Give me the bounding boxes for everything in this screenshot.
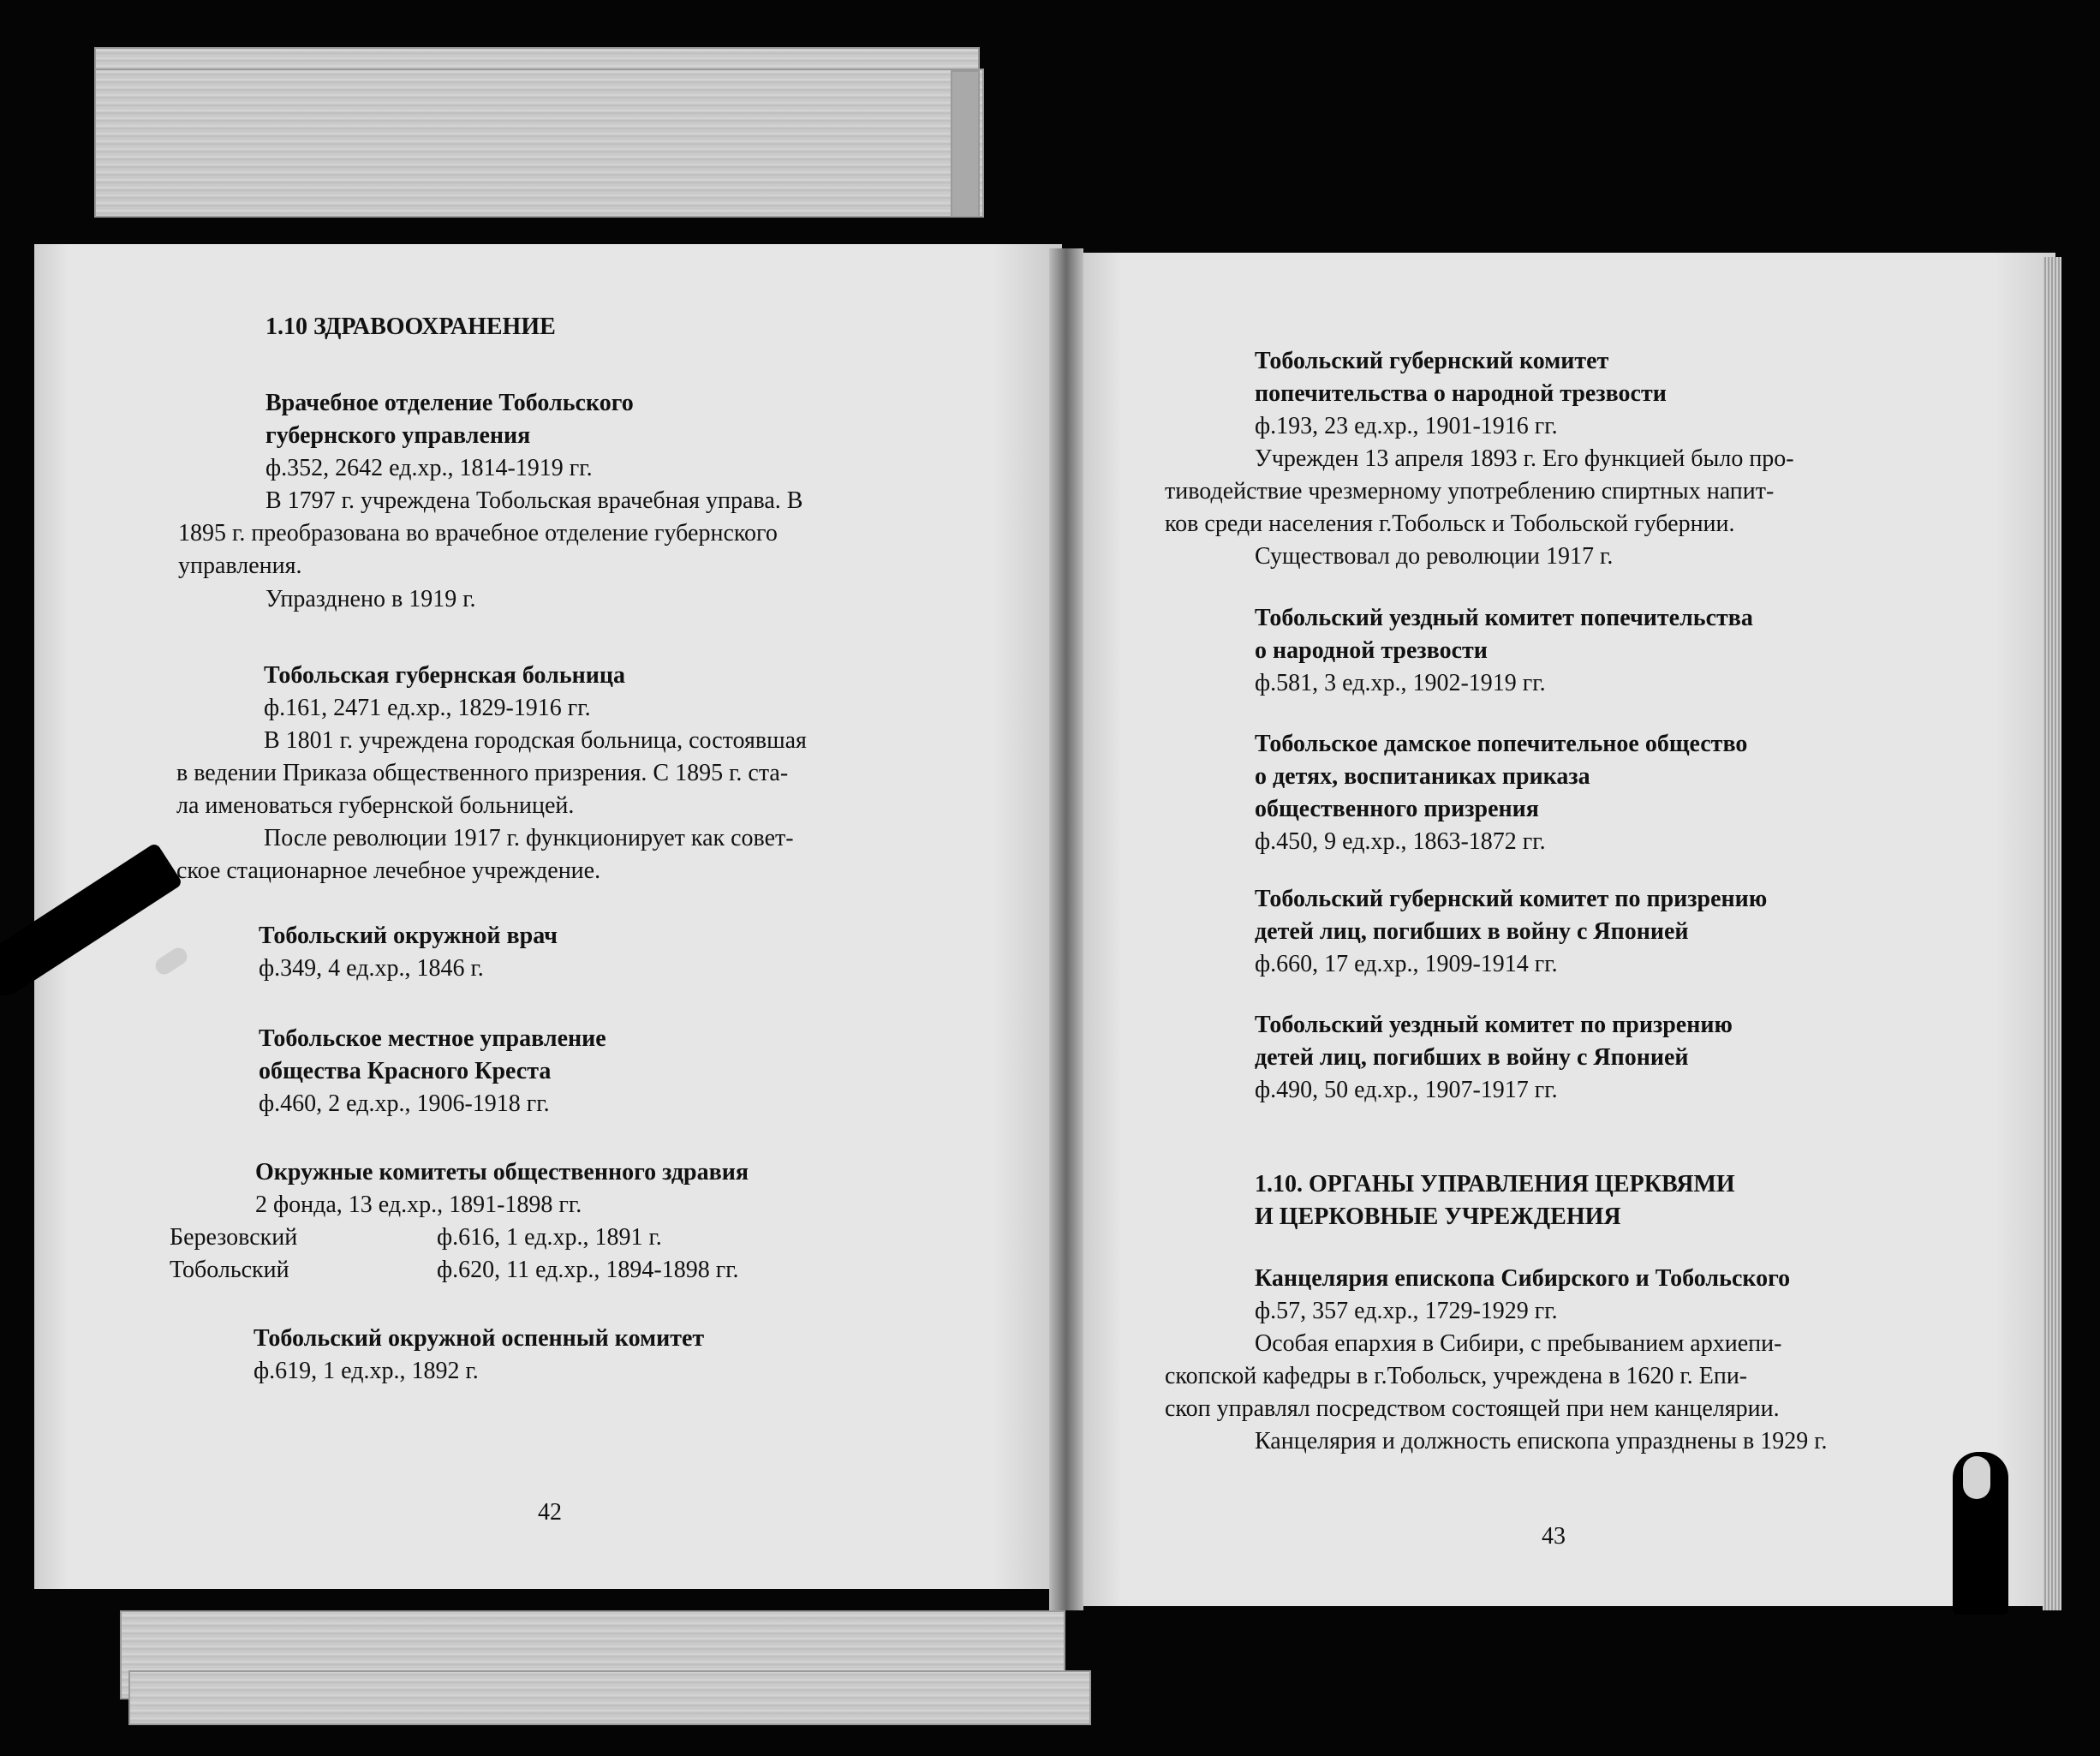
entry-title: о детях, воспитаниках приказа — [1255, 763, 1590, 790]
paragraph-line: Упразднено в 1919 г. — [265, 586, 476, 612]
entry-title: общества Красного Креста — [259, 1058, 552, 1084]
paragraph-line: скопской кафедры в г.Тобольск, учреждена в 1620 г. Епи- — [1165, 1363, 1748, 1389]
fund-reference: ф.57, 357 ед.хр., 1729-1929 гг. — [1255, 1298, 1558, 1324]
fund-reference: ф.490, 50 ед.хр., 1907-1917 гг. — [1255, 1077, 1558, 1103]
paragraph-line: Учрежден 13 апреля 1893 г. Его функцией было про- — [1255, 445, 1794, 472]
page-number: 43 — [1542, 1523, 1566, 1550]
fund-reference: ф.450, 9 ед.хр., 1863-1872 гг. — [1255, 828, 1546, 855]
fund-row-name: Тобольский — [170, 1257, 289, 1283]
entry-title: губернского управления — [265, 422, 531, 449]
paragraph-line: В 1801 г. учреждена городская больница, состоявшая — [264, 727, 807, 754]
paragraph-line: В 1797 г. учреждена Тобольская врачебная управа. В — [265, 487, 803, 514]
paragraph-line: 1895 г. преобразована во врачебное отделение губернского — [178, 520, 778, 547]
entry-title: Тобольский уездный комитет попечительства — [1255, 605, 1753, 631]
entry-title: Тобольское дамское попечительное общество — [1255, 731, 1748, 757]
foam-block-top-side — [951, 70, 980, 218]
section-title: 1.10 ЗДРАВООХРАНЕНИЕ — [265, 314, 556, 340]
entry-title: Тобольский уездный комитет по призрению — [1255, 1012, 1733, 1038]
entry-title: Тобольский губернский комитет по призрению — [1255, 886, 1768, 912]
entry-title: попечительства о народной трезвости — [1255, 380, 1667, 407]
paragraph-line: После революции 1917 г. функционирует как совет- — [264, 825, 794, 851]
paragraph-line: Особая епархия в Сибири, с пребыванием архиепи- — [1255, 1330, 1782, 1357]
fund-reference: ф.161, 2471 ед.хр., 1829-1916 гг. — [264, 695, 591, 721]
fund-reference: ф.660, 17 ед.хр., 1909-1914 гг. — [1255, 951, 1558, 977]
paragraph-line: ков среди населения г.Тобольск и Тобольской губернии. — [1165, 511, 1735, 537]
fund-reference: ф.581, 3 ед.хр., 1902-1919 гг. — [1255, 670, 1546, 696]
fund-reference: ф.460, 2 ед.хр., 1906-1918 гг. — [259, 1090, 550, 1117]
paragraph-line: Существовал до революции 1917 г. — [1255, 543, 1614, 570]
paragraph-line: в ведении Приказа общественного призрения. С 1895 г. ста- — [176, 760, 789, 786]
paragraph-line: управления. — [178, 552, 302, 579]
entry-title: Тобольское местное управление — [259, 1025, 606, 1052]
section-title: 1.10. ОРГАНЫ УПРАВЛЕНИЯ ЦЕРКВЯМИ — [1255, 1171, 1735, 1198]
fund-reference: ф.193, 23 ед.хр., 1901-1916 гг. — [1255, 413, 1558, 439]
fund-row-reference: ф.620, 11 ед.хр., 1894-1898 гг. — [437, 1257, 739, 1283]
entry-title: о народной трезвости — [1255, 637, 1488, 664]
page-edge-stack — [2043, 257, 2061, 1610]
book-gutter — [1049, 248, 1083, 1610]
entry-title: Врачебное отделение Тобольского — [265, 390, 634, 416]
entry-title: общественного призрения — [1255, 796, 1539, 822]
entry-title: Окружные комитеты общественного здравия — [255, 1159, 749, 1186]
section-title: И ЦЕРКОВНЫЕ УЧРЕЖДЕНИЯ — [1255, 1204, 1621, 1230]
paragraph-line: тиводействие чрезмерному употреблению спиртных напит- — [1165, 478, 1775, 505]
fund-row-reference: ф.616, 1 ед.хр., 1891 г. — [437, 1224, 662, 1251]
fund-reference: ф.619, 1 ед.хр., 1892 г. — [254, 1358, 479, 1384]
paragraph-line: Канцелярия и должность епископа упразднены в 1929 г. — [1255, 1428, 1828, 1454]
page-number: 42 — [538, 1499, 562, 1526]
foam-block-bottom-lower — [128, 1670, 1091, 1725]
book-page-right — [1071, 253, 2055, 1606]
fund-row-name: Березовский — [170, 1224, 298, 1251]
fund-reference: 2 фонда, 13 ед.хр., 1891-1898 гг. — [255, 1192, 582, 1218]
fund-reference: ф.352, 2642 ед.хр., 1814-1919 гг. — [265, 455, 593, 481]
book-page-left — [34, 244, 1062, 1589]
entry-title: Тобольская губернская больница — [264, 662, 626, 689]
foam-block-top — [94, 69, 984, 218]
entry-title: Канцелярия епископа Сибирского и Тобольского — [1255, 1265, 1791, 1292]
page-holder-right-tip — [1963, 1456, 1990, 1499]
entry-title: Тобольский окружной врач — [259, 923, 558, 949]
paragraph-line: ское стационарное лечебное учреждение. — [176, 857, 601, 884]
entry-title: Тобольский окружной оспенный комитет — [254, 1325, 705, 1352]
paragraph-line: ла именоваться губернской больницей. — [176, 792, 575, 819]
fund-reference: ф.349, 4 ед.хр., 1846 г. — [259, 955, 484, 982]
entry-title: детей лиц, погибших в войну с Японией — [1255, 1044, 1689, 1071]
paragraph-line: скоп управлял посредством состоящей при нем канцелярии. — [1165, 1395, 1780, 1422]
entry-title: Тобольский губернский комитет — [1255, 348, 1609, 374]
entry-title: детей лиц, погибших в войну с Японией — [1255, 918, 1689, 945]
